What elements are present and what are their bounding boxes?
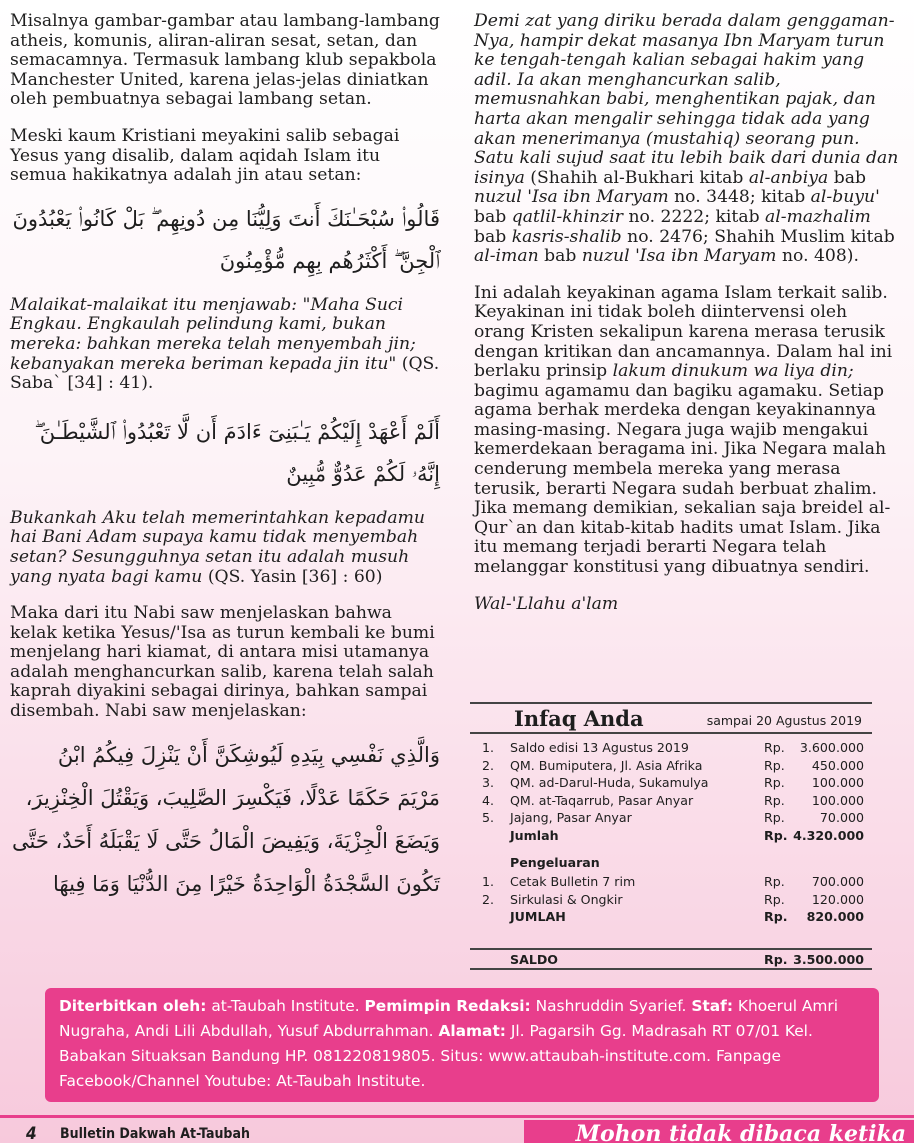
row-value: 100.000 bbox=[811, 792, 864, 808]
infaq-date: sampai 20 Agustus 2019 bbox=[706, 713, 862, 728]
verse-translation: Bukankah Aku telah memerintahkan kepadamu hai Bani Adam supaya kamu tidak menyembah setan? Sesungguhnya setan itu adalah musuh yang nyata bagi kamu bbox=[10, 507, 425, 587]
publisher-label: Diterbitkan oleh: bbox=[59, 997, 207, 1015]
left-column bbox=[10, 12, 440, 920]
row-label: Cetak Bulletin 7 rim bbox=[510, 874, 636, 889]
address-label: Alamat: bbox=[438, 1022, 506, 1040]
paragraph-text: lakum dinukum wa liya din; bbox=[612, 361, 854, 382]
staff-value: Khoerul Amri Nugraha, Andi Lili Abdullah, Yusuf Abdurrahman. bbox=[59, 997, 839, 1040]
ref-text: no. 2476; Shahih Muslim kitab bbox=[621, 226, 895, 247]
row-label: Jumlah bbox=[510, 827, 559, 843]
paragraph bbox=[10, 296, 440, 394]
ref-text: bab bbox=[474, 226, 512, 247]
publisher-value: at-Taubah Institute. bbox=[206, 997, 365, 1015]
expense-row bbox=[470, 873, 872, 891]
saldo-row bbox=[470, 948, 872, 968]
income-row bbox=[470, 757, 872, 775]
currency: Rp. bbox=[764, 952, 788, 967]
row-value: 3.500.000 bbox=[793, 952, 864, 967]
row-number: 4. bbox=[482, 792, 495, 808]
footer-divider bbox=[0, 1115, 914, 1118]
ref-text: (Shahih al-Bukhari kitab bbox=[524, 167, 749, 188]
row-value: 820.000 bbox=[806, 909, 864, 924]
income-row bbox=[470, 739, 872, 757]
row-label: QM. at-Taqarrub, Pasar Anyar bbox=[510, 792, 694, 808]
currency: Rp. bbox=[764, 810, 785, 825]
row-label: QM. Bumiputera, Jl. Asia Afrika bbox=[510, 757, 703, 773]
ref-text: al-mazhalim bbox=[765, 206, 871, 227]
ref-text: no. 2222; kitab bbox=[623, 206, 766, 227]
editor-label: Pemimpin Redaksi: bbox=[364, 997, 531, 1015]
income-total-row bbox=[470, 827, 872, 845]
paragraph bbox=[10, 509, 440, 587]
hadith-translation bbox=[474, 12, 902, 267]
row-label: Jajang, Pasar Anyar bbox=[510, 810, 632, 825]
staff-label: Staf: bbox=[691, 997, 734, 1015]
closing-phrase: Wal-'Llahu a'lam bbox=[474, 593, 619, 614]
expense-section-label bbox=[470, 853, 872, 873]
currency: Rp. bbox=[764, 909, 788, 924]
ref-text: no. 408). bbox=[776, 246, 859, 267]
row-number: 5. bbox=[482, 810, 495, 825]
row-number: 2. bbox=[482, 891, 495, 907]
paragraph-text: Ini adalah keyakinan agama Islam terkait salib. Keyakinan ini tidak boleh diintervensi oleh orang Kristen sekalipun karena merasa terusik dengan kritikan dan ancamannya. Dalam hal ini berlaku prinsip bbox=[474, 282, 893, 382]
infaq-header bbox=[470, 702, 872, 734]
infaq-title: Infaq Anda bbox=[514, 706, 644, 731]
infaq-box bbox=[470, 702, 872, 970]
arabic-verse: قَالُوا۟ سُبْحَـٰنَكَ أَنتَ وَلِيُّنَا مِن دُونِهِم ۖ بَلْ كَانُوا۟ يَعْبُدُونَ ٱلْجِنَّ ۖ أَكْثَرُهُم بِهِم مُّؤْمِنُونَ bbox=[12, 206, 440, 273]
row-label: Saldo edisi 13 Agustus 2019 bbox=[510, 740, 689, 755]
row-label: Sirkulasi & Ongkir bbox=[510, 891, 623, 907]
ref-text: al-buyu' bbox=[810, 187, 880, 208]
right-column bbox=[474, 12, 902, 631]
arabic-verse: أَلَمْ أَعْهَدْ إِلَيْكُمْ يَـٰبَنِىٓ ءَادَمَ أَن لَّا تَعْبُدُوا۟ ٱلشَّيْطَـٰنَ ۖ إِنَّهُۥ لَكُمْ عَدُوٌّ مُّبِينٌ bbox=[34, 419, 440, 486]
row-value: 70.000 bbox=[819, 810, 864, 825]
currency: Rp. bbox=[764, 757, 785, 773]
income-row bbox=[470, 792, 872, 810]
currency: Rp. bbox=[764, 827, 788, 843]
verse-reference: (QS. Yasin [36] : 60) bbox=[202, 566, 383, 587]
page-footer bbox=[0, 1115, 914, 1143]
ref-text: kasris-shalib bbox=[511, 226, 622, 247]
verse-translation: Malaikat-malaikat itu menjawab: "Maha Suci Engkau. Engkaulah pelindung kami, bukan mereka: bahkan mereka telah menyembah jin; kebanyakan mereka beriman kepada jin itu" bbox=[10, 294, 416, 374]
row-number: 3. bbox=[482, 775, 495, 790]
section-label: Pengeluaran bbox=[510, 855, 600, 870]
income-row bbox=[470, 774, 872, 792]
expense-row bbox=[470, 891, 872, 909]
currency: Rp. bbox=[764, 775, 785, 790]
editor-value: Nashruddin Syarief. bbox=[530, 997, 692, 1015]
footer-banner bbox=[524, 1120, 914, 1143]
ref-text: nuzul 'Isa ibn Maryam bbox=[474, 187, 669, 208]
paragraph bbox=[474, 284, 902, 578]
row-number: 1. bbox=[482, 740, 495, 755]
row-label: SALDO bbox=[510, 952, 559, 967]
ref-text: bab bbox=[538, 246, 582, 267]
ref-text: bab bbox=[828, 167, 866, 188]
ref-text: al-anbiya bbox=[748, 167, 829, 188]
arabic-hadith: وَالَّذِي نَفْسِي بِيَدِهِ لَيُوشِكَنَّ أَنْ يَنْزِلَ فِيكُمُ ابْنُ مَرْيَمَ حَكَمًا عَدْلًا، فَيَكْسِرَ الصَّلِيبَ، وَيَقْتُلَ الْخِنْزِيرَ، وَيَضَعَ الْجِزْيَةَ، وَيَفِيضَ الْمَالُ حَتَّى لَا يَقْبَلَهُ أَحَدٌ، حَتَّى تَكُونَ السَّجْدَةُ الْوَاحِدَةُ خَيْرًا مِنَ الدُّنْيَا وَمَا فِيهَا bbox=[12, 742, 440, 896]
row-label: QM. ad-Darul-Huda, Sukamulya bbox=[510, 775, 709, 790]
publication-name: Bulletin Dakwah At-Taubah bbox=[60, 1126, 250, 1142]
expense-total-row bbox=[470, 908, 872, 926]
ref-text: no. 3448; kitab bbox=[668, 187, 811, 208]
row-value: 700.000 bbox=[811, 874, 864, 889]
row-label: JUMLAH bbox=[510, 909, 566, 924]
row-value: 100.000 bbox=[811, 775, 864, 790]
row-value: 3.600.000 bbox=[799, 740, 864, 755]
row-value: 450.000 bbox=[811, 757, 864, 773]
ref-text: qatlil-khinzir bbox=[511, 206, 623, 227]
address-value: Jl. Pagarsih Gg. Madrasah RT 07/01 Kel. Babakan Situaksan Bandung HP. 081220819805. Situs: www.attaubah-institute.com. Fanpage Facebook/Channel Youtube: At-Taubah Institute. bbox=[59, 1022, 813, 1090]
currency: Rp. bbox=[764, 891, 785, 907]
ref-text: nuzul 'Isa ibn Maryam bbox=[581, 246, 777, 267]
publisher-info bbox=[45, 988, 879, 1102]
currency: Rp. bbox=[764, 792, 785, 808]
currency: Rp. bbox=[764, 874, 785, 889]
paragraph: Meski kaum Kristiani meyakini salib sebagai Yesus yang disalib, dalam aqidah Islam itu semua hakikatnya adalah jin atau setan: bbox=[10, 125, 400, 186]
page-number: 4 bbox=[26, 1124, 37, 1143]
footer-banner-text: Mohon tidak dibaca ketika bbox=[575, 1121, 906, 1143]
ref-text: al-iman bbox=[474, 246, 539, 267]
income-row bbox=[470, 809, 872, 827]
row-number: 1. bbox=[482, 874, 495, 889]
row-value: 120.000 bbox=[811, 891, 864, 907]
hadith-text: Demi zat yang diriku berada dalam genggaman-Nya, hampir dekat masanya Ibn Maryam turun ke tengah-tengah kalian sebagai hakim yang adil. Ia akan menghancurkan salib, memusnahkan babi, menghentikan pajak, dan harta akan mengalir sehingga tidak ada yang akan menerimanya (mustahiq) seorang pun. Satu kali sujud saat itu lebih baik dari dunia dan isinya bbox=[474, 11, 899, 188]
paragraph-text: bagimu agamamu dan bagiku agamaku. Setiap agama berhak merdeka dengan keyakinannya masing-masing. Negara juga wajib mengakui kemerdekaan beragama ini. Jika Negara malah cenderung membela mereka yang merasa terusik, berarti Negara sudah berbuat zhalim. Jika memang demikian, sekalian saja breidel al-Qur`an dan kitab-kitab hadits umat Islam. Jika itu memang terjadi berarti Negara telah melanggar konstitusi yang dibuatnya sendiri. bbox=[474, 380, 891, 578]
verse-reference: (QS. Saba` [34] : 41). bbox=[10, 353, 440, 394]
ref-text: bab bbox=[474, 206, 512, 227]
currency: Rp. bbox=[764, 740, 785, 755]
paragraph: Maka dari itu Nabi saw menjelaskan bahwa kelak ketika Yesus/'Isa as turun kembali ke bumi menjelang hari kiamat, di antara misi utamanya adalah menghancurkan salib, karena telah salah kaprah diyakini sebagai dirinya, bahkan sampai disembah. Nabi saw menjelaskan: bbox=[10, 603, 435, 722]
paragraph: Misalnya gambar-gambar atau lambang-lambang atheis, komunis, aliran-aliran sesat, setan, dan semacamnya. Termasuk lambang klub sepakbola Manchester United, karena jelas-jelas diniatkan oleh pembuatnya sebagai lambang setan. bbox=[10, 11, 440, 110]
row-number: 2. bbox=[482, 757, 495, 773]
row-value: 4.320.000 bbox=[793, 827, 864, 843]
